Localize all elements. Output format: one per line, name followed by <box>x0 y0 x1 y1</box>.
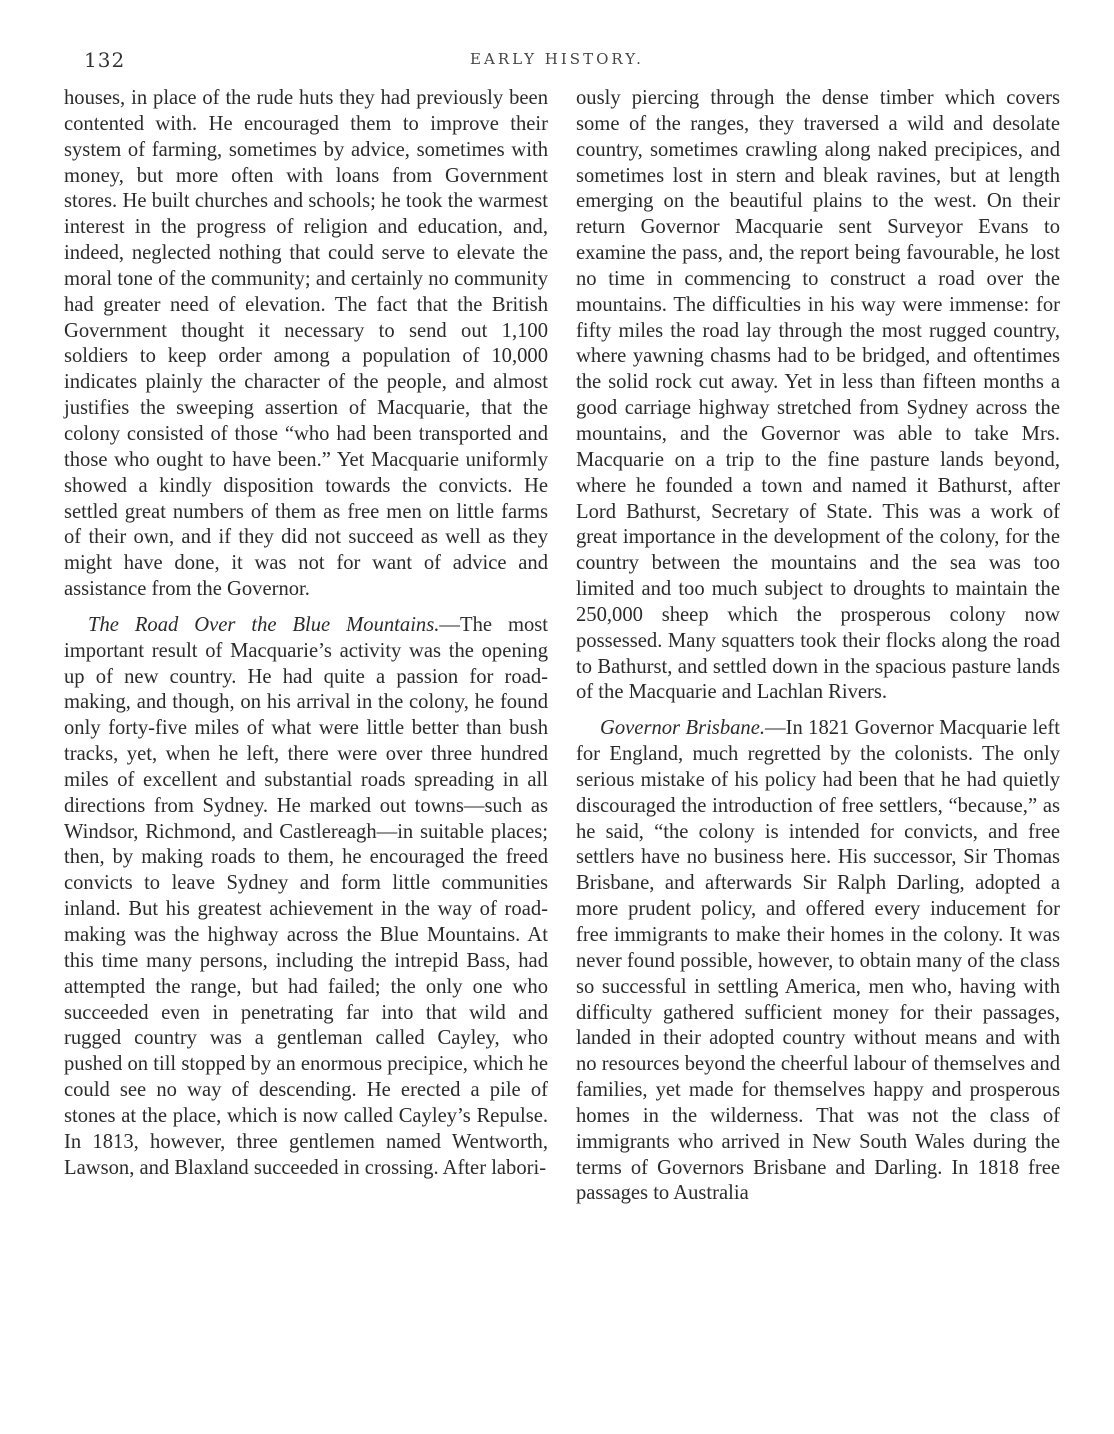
paragraph-road-over-blue-mountains <box>64 613 548 1182</box>
section-title-blue-mountains: The Road Over the Blue Mountains. <box>88 613 440 636</box>
page-header <box>0 44 1114 74</box>
section-text-governor-brisbane: —In 1821 Governor Macquarie left for England, much regretted by the colonists. The only serious mistake of his policy had been that he had quietly discouraged the introduction of free settlers, “because,” as he said, “the colony is intended for convicts, and free settlers have no business here. His successor, Sir Thomas Brisbane, and afterwards Sir Ralph Darling, adopted a more prudent policy, and offered every inducement for free immigrants to make their homes in the colony. It was never found possible, however, to obtain many of the class so successful in settling America, men who, having with difficulty gathered sufficient money for their passages, landed in their adopted country without means and with no resources beyond the cheerful labour of themselves and families, yet made for themselves happy and prosperous homes in the wilderness. That was not the class of immigrants who arrived in New South Wales during the terms of Governors Brisbane and Darling. In 1818 free passages to Australia <box>576 717 1060 1205</box>
section-title-governor-brisbane: Governor Brisbane. <box>600 717 765 740</box>
right-column <box>576 86 1060 1207</box>
paragraph-ously-piercing: ously piercing through the dense timber which covers some of the ranges, they traversed a wild and desolate country, sometimes crawling along naked precipices, and sometimes lost in stern and bleak ravines, but at length emerging on the beautiful plains to the west. On their return Governor Macquarie sent Surveyor Evans to examine the pass, and, the report being favourable, he lost no time in commencing to construct a road over the mountains. The difficulties in his way were immense: for fifty miles the road lay through the most rugged country, where yawning chasms had to be bridged, and oftentimes the solid rock cut away. Yet in less than fifteen months a good carriage highway stretched from Sydney across the mountains, and the Governor was able to take Mrs. Macquarie on a trip to the fine pasture lands beyond, where he founded a town and named it Bathurst, after Lord Bathurst, Secretary of State. This was a work of great importance in the development of the colony, for the country between the mountains and the sea was too limited and too much subject to droughts to maintain the 250,000 sheep which the prosperous colony now possessed. Many squatters took their flocks along the road to Bathurst, and settled down in the spacious pasture lands of the Macquarie and Lachlan Rivers. <box>576 87 1060 704</box>
paragraph-governor-brisbane <box>576 716 1060 1207</box>
section-text-blue-mountains: —The most important result of Macquarie’s activity was the opening up of new country. He had quite a passion for road-making, and though, on his arrival in the colony, he found only forty-five miles of what were little better than bush tracks, yet, when he left, there were over three hundred miles of excellent and substantial roads spreading in all directions from Sydney. He marked out towns—such as Windsor, Richmond, and Castlereagh—in suitable places; then, by making roads to them, he encouraged the freed convicts to leave Sydney and form little communities inland. But his greatest achievement in the way of road-making was the highway across the Blue Mountains. At this time many persons, including the intrepid Bass, had attempted the range, but had failed; the only one who succeeded even in penetrating far into that wild and rugged country was a gentleman called Cayley, who pushed on till stopped by an enormous precipice, which he could see no way of descending. He erected a pile of stones at the place, which is now called Cayley’s Repulse. In 1813, however, three gentlemen named Wentworth, Lawson, and Blaxland succeeded in crossing. After labori- <box>64 613 548 1179</box>
running-title: EARLY HISTORY. <box>470 50 644 68</box>
paragraph-houses: houses, in place of the rude huts they had previously been contented with. He encouraged them to improve their system of farming, sometimes by advice, sometimes with money, but more often with loans from Government stores. He built churches and schools; he took the warmest interest in the progress of religion and education, and, indeed, neglected nothing that could serve to elevate the moral tone of the community; and certainly no community had greater need of elevation. The fact that the British Government thought it necessary to send out 1,100 soldiers to keep order among a population of 10,000 indicates plainly the character of the people, and almost justifies the sweeping assertion of Macquarie, that the colony consisted of those “who had been transported and those who ought to have been.” Yet Macquarie uniformly showed a kindly disposition towards the convicts. He settled great numbers of them as free men on little farms of their own, and if they did not succeed as well as they might have done, it was not for want of advice and assistance from the Governor. <box>64 87 548 601</box>
page-number: 132 <box>84 48 126 72</box>
left-column <box>64 86 548 1181</box>
